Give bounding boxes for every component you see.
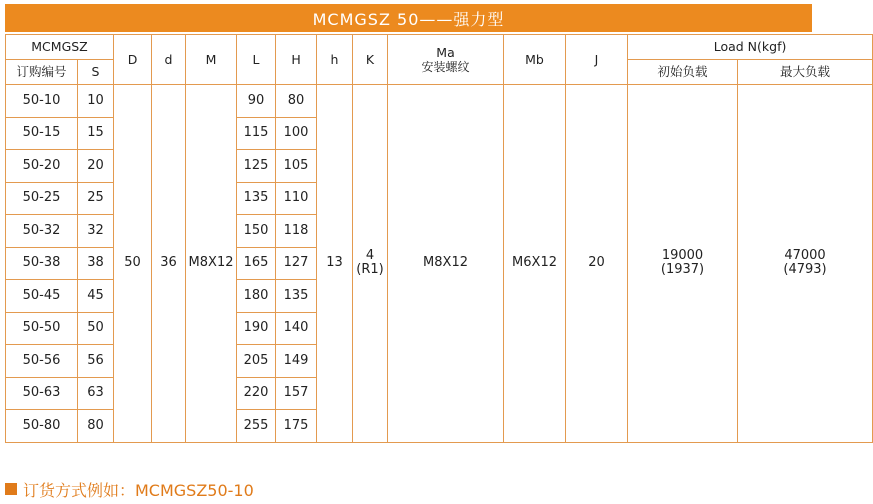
cell-L: 135	[237, 182, 276, 215]
cell-H: 157	[276, 377, 317, 410]
cell-H: 127	[276, 247, 317, 280]
cell-S: 56	[78, 345, 114, 378]
header-Ma	[388, 35, 504, 85]
cell-H: 105	[276, 150, 317, 183]
cell-S: 45	[78, 280, 114, 313]
header-d: d	[152, 35, 186, 85]
cell-initial-load	[628, 85, 738, 443]
cell-model: 50-80	[6, 410, 78, 443]
cell-h: 13	[317, 85, 353, 443]
header-Mb: Mb	[504, 35, 566, 85]
header-initial-load: 初始负载	[628, 60, 738, 85]
header-Ma-sub: 安装螺纹	[421, 59, 470, 74]
cell-initial-load-kgf: (1937)	[660, 262, 705, 278]
cell-model: 50-63	[6, 377, 78, 410]
header-S: S	[78, 60, 114, 85]
header-order-no: 订购编号	[6, 60, 78, 85]
cell-J: 20	[566, 85, 628, 443]
cell-d: 36	[152, 85, 186, 443]
cell-Ma: M8X12	[388, 85, 504, 443]
cell-S: 25	[78, 182, 114, 215]
spec-table	[5, 34, 873, 443]
cell-model: 50-15	[6, 117, 78, 150]
header-J: J	[566, 35, 628, 85]
cell-S: 50	[78, 312, 114, 345]
cell-model: 50-20	[6, 150, 78, 183]
cell-H: 118	[276, 215, 317, 248]
cell-model: 50-38	[6, 247, 78, 280]
cell-H: 110	[276, 182, 317, 215]
cell-H: 135	[276, 280, 317, 313]
bullet-square-icon	[5, 483, 17, 495]
cell-max-load	[738, 85, 873, 443]
cell-L: 90	[237, 85, 276, 118]
cell-L: 205	[237, 345, 276, 378]
cell-S: 20	[78, 150, 114, 183]
cell-S: 63	[78, 377, 114, 410]
order-example-text: 订货方式例如：MCMGSZ50-10	[23, 480, 254, 500]
header-Ma-label: Ma	[436, 44, 455, 60]
header-D: D	[114, 35, 152, 85]
cell-H: 149	[276, 345, 317, 378]
cell-model: 50-50	[6, 312, 78, 345]
cell-model: 50-10	[6, 85, 78, 118]
cell-K-note: (R1)	[356, 262, 384, 278]
cell-Mb: M6X12	[504, 85, 566, 443]
header-load: Load N(kgf)	[628, 35, 873, 60]
cell-model: 50-56	[6, 345, 78, 378]
cell-H: 140	[276, 312, 317, 345]
cell-initial-load-n: 19000	[661, 248, 704, 264]
header-K: K	[353, 35, 388, 85]
cell-S: 32	[78, 215, 114, 248]
cell-L: 165	[237, 247, 276, 280]
header-H: H	[276, 35, 317, 85]
cell-S: 80	[78, 410, 114, 443]
cell-L: 180	[237, 280, 276, 313]
cell-model: 50-25	[6, 182, 78, 215]
cell-D: 50	[114, 85, 152, 443]
cell-L: 190	[237, 312, 276, 345]
cell-K	[353, 85, 388, 443]
cell-L: 150	[237, 215, 276, 248]
cell-S: 10	[78, 85, 114, 118]
table-row	[6, 85, 873, 118]
cell-H: 100	[276, 117, 317, 150]
cell-M: M8X12	[186, 85, 237, 443]
cell-L: 115	[237, 117, 276, 150]
cell-S: 38	[78, 247, 114, 280]
header-max-load: 最大负载	[738, 60, 873, 85]
cell-H: 80	[276, 85, 317, 118]
header-model-group: MCMGSZ	[6, 35, 114, 60]
order-example	[5, 478, 254, 500]
cell-L: 125	[237, 150, 276, 183]
cell-model: 50-32	[6, 215, 78, 248]
header-M: M	[186, 35, 237, 85]
cell-L: 255	[237, 410, 276, 443]
header-h: h	[317, 35, 353, 85]
cell-K-value: 4	[365, 248, 375, 264]
cell-max-load-n: 47000	[784, 248, 826, 264]
table-title: MCMGSZ 50——强力型	[5, 4, 812, 32]
header-L: L	[237, 35, 276, 85]
cell-H: 175	[276, 410, 317, 443]
cell-model: 50-45	[6, 280, 78, 313]
cell-L: 220	[237, 377, 276, 410]
cell-S: 15	[78, 117, 114, 150]
cell-max-load-kgf: (4793)	[783, 262, 827, 278]
